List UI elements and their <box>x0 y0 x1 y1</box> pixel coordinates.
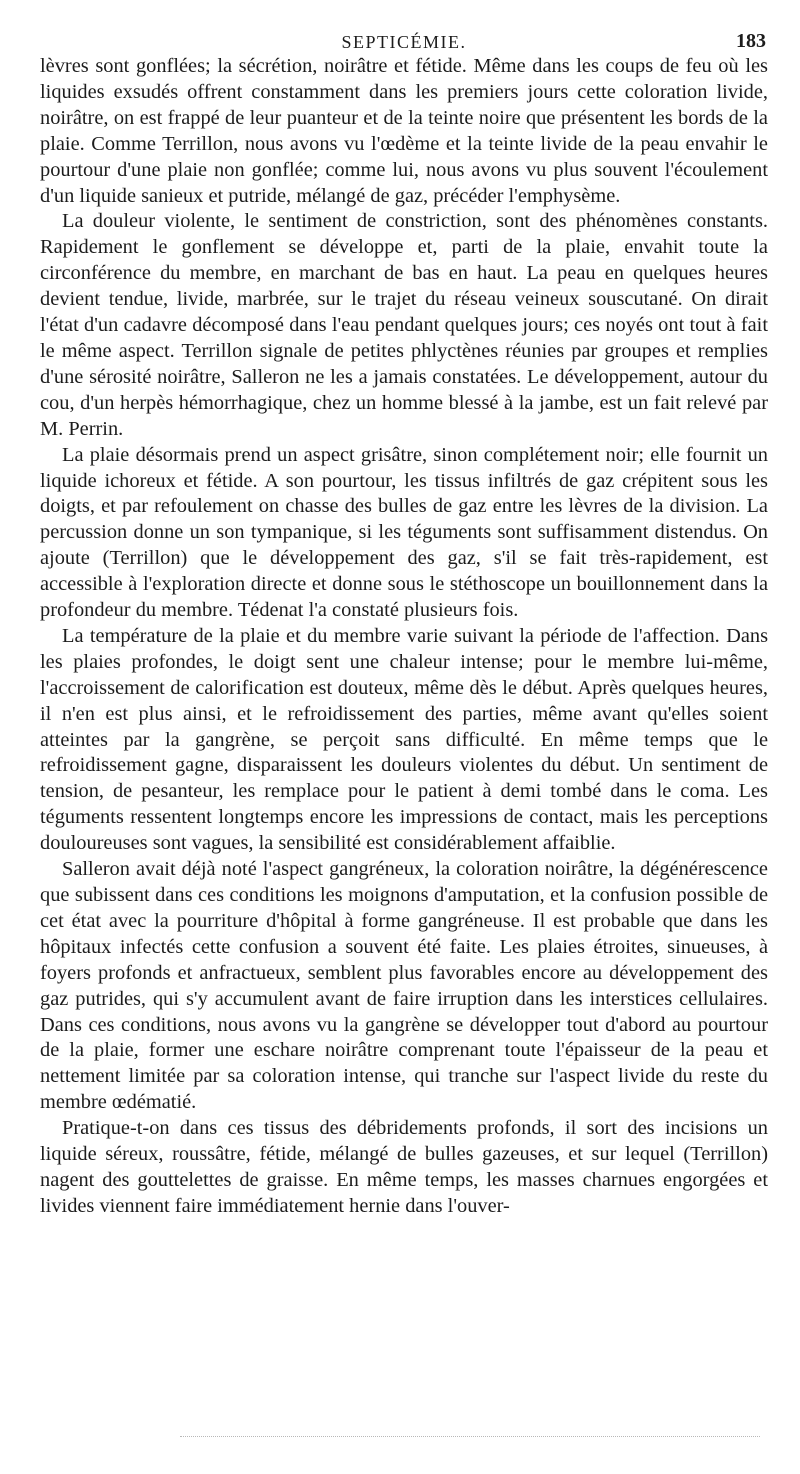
paragraph: La plaie désormais prend un aspect grisâtre, sinon complétement noir; elle fournit un liquide ichoreux et fétide. A son pourtour, les tissus infiltrés de gaz crépitent sous les doigts, et par refoulement on chasse des bulles de gaz entre les lèvres de la division. La percussion donne un son tympanique, si les téguments sont suffisamment distendus. On ajoute (Terrillon) que le développement des gaz, s'il se fait très-rapidement, est accessible à l'exploration directe et donne sous le stéthoscope un bouillonnement dans la profondeur du membre. Tédenat l'a constaté plusieurs fois. <box>40 443 768 622</box>
paragraph: La douleur violente, le sentiment de constriction, sont des phénomènes constants. Rapidement le gonflement se développe et, parti de la plaie, envahit toute la circonférence du membre, en marchant de bas en haut. La peau en quelques heures devient tendue, livide, marbrée, sur le trajet du réseau veineux souscutané. On dirait l'état d'un cadavre décomposé dans l'eau pendant quelques jours; ces noyés ont tout à fait le même aspect. Terrillon signale de petites phlyctènes réunies par groupes et remplies d'une sérosité noirâtre, Salleron ne les a jamais constatées. Le développement, autour du cou, d'un herpès hémorrhagique, chez un homme blessé à la jambe, est un fait relevé par M. Perrin. <box>40 210 768 440</box>
body-text <box>40 54 768 1220</box>
paragraph: Pratique-t-on dans ces tissus des débridements profonds, il sort des incisions un liquide séreux, roussâtre, fétide, mélangé de bulles gazeuses, et sur lequel (Terrillon) nagent des gouttelettes de graisse. En même temps, les masses charnues engorgées et livides viennent faire immédiatement hernie dans l'ouver- <box>40 1117 768 1217</box>
footer-dotted-rule <box>180 1436 760 1437</box>
running-title: SEPTICÉMIE. <box>341 32 467 52</box>
book-page <box>40 18 768 1220</box>
page-header <box>40 18 768 52</box>
paragraph: Salleron avait déjà noté l'aspect gangréneux, la coloration noirâtre, la dégénérescence que subissent dans ces conditions les moignons d'amputation, et la confusion possible de cet état avec la pourriture d'hôpital à forme gangréneuse. Il est probable que dans les hôpitaux infectés cette confusion a souvent été faite. Les plaies étroites, sinueuses, à foyers profonds et anfractueux, semblent plus favorables encore au développement des gaz putrides, qui s'y accumulent avant de faire irruption dans les interstices cellulaires. Dans ces conditions, nous avons vu la gangrène se développer tout d'abord au pourtour de la plaie, former une eschare noirâtre comprenant toute l'épaisseur de la peau et nettement limitée par sa coloration intense, qui tranche sur l'aspect livide du reste du membre œdématié. <box>40 858 768 1114</box>
paragraph: La température de la plaie et du membre varie suivant la période de l'affection. Dans les plaies profondes, le doigt sent une chaleur intense; pour le membre lui-même, l'accroissement de calorification est douteux, même dès le début. Après quelques heures, il n'en est plus ainsi, et le refroidissement des parties, même avant qu'elles soient atteintes par la gangrène, se perçoit sans difficulté. En même temps que le refroidissement gagne, disparaissent les douleurs violentes du début. Un sentiment de tension, de pesanteur, les remplace pour le patient à demi tombé dans le coma. Les téguments ressentent longtemps encore les impressions de contact, mais les perceptions douloureuses sont vagues, la sensibilité est considérablement affaiblie. <box>40 624 768 855</box>
page-number: 183 <box>736 30 766 52</box>
paragraph: lèvres sont gonflées; la sécrétion, noirâtre et fétide. Même dans les coups de feu où les liquides exsudés offrent constamment dans les premiers jours cette coloration livide, noirâtre, on est frappé de leur puanteur et de la teinte noire que présentent les bords de la plaie. Comme Terrillon, nous avons vu l'œdème et la teinte livide de la peau envahir le pourtour d'une plaie non gonflée; comme lui, nous avons vu plus souvent l'écoulement d'un liquide sanieux et putride, mélangé de gaz, précéder l'emphysème. <box>40 55 768 207</box>
